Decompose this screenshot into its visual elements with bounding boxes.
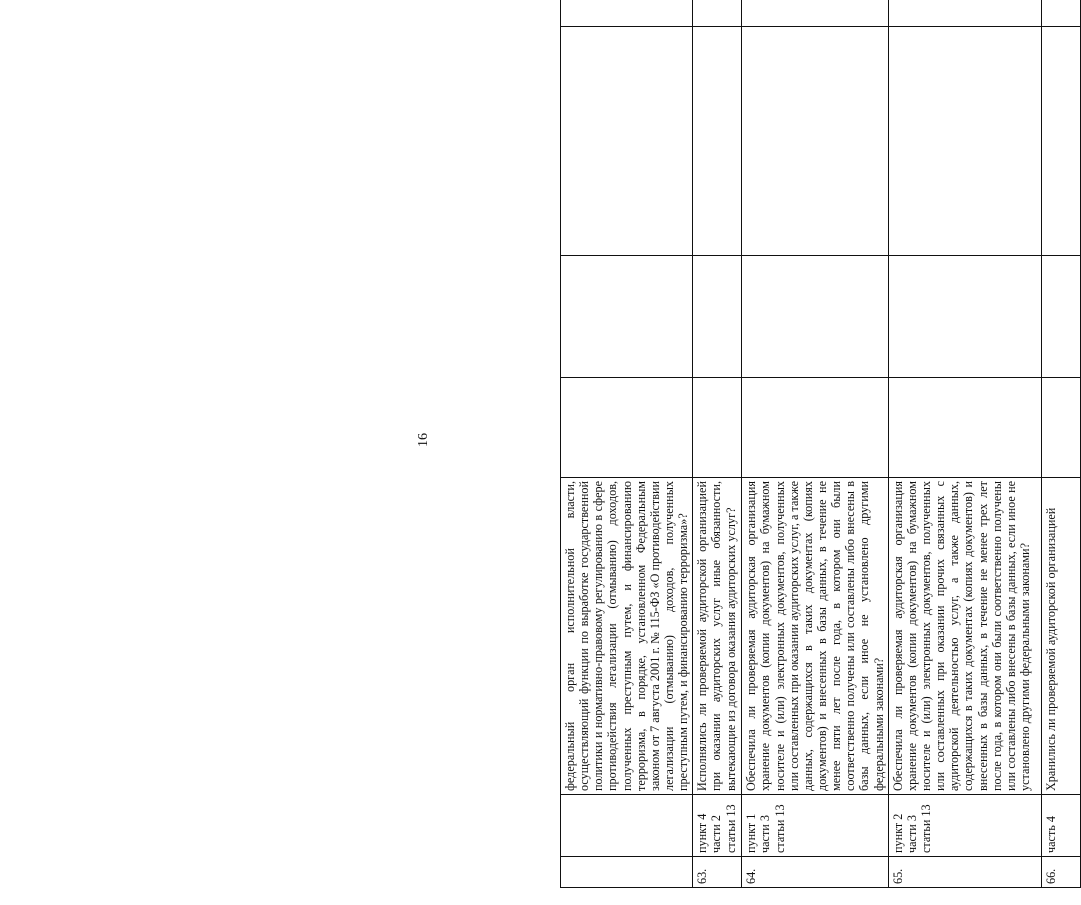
answer-no-cell: [561, 256, 693, 378]
reference-line: статьи 13: [918, 804, 933, 853]
reference-line: статьи 13: [772, 804, 787, 853]
question-text: Обеспечила ли проверяемая аудиторская организация хранение документов (копии документов) на бумажном носителе и (или) электронных документов, полученных или составленных при оказании аудиторских услуг, а также данных, содержащихся в таких документах (копиях документов) и внесенных в базы данных, в течение не менее пяти лет после года, в котором они были соответственно получены или составлены либо внесены в базы данных, если иное не установлено другими федеральными законами?: [742, 478, 888, 795]
reference-line: пункт 4: [695, 813, 710, 853]
row-number: 66.: [1041, 857, 1080, 888]
answer-no-cell: [1041, 256, 1080, 378]
row-number: 64.: [742, 857, 888, 888]
legal-reference: [693, 795, 742, 857]
reference-line: пункт 1: [744, 813, 759, 853]
answer-no-cell: [693, 256, 742, 378]
page-number: 16: [416, 433, 431, 447]
reference-line: статьи 13: [723, 804, 738, 853]
legal-reference: [1041, 795, 1080, 857]
table-row: [888, 0, 1041, 888]
rotated-table-wrapper: [560, 38, 1058, 888]
reference-line: части 3: [904, 815, 919, 853]
answer-yes-cell: [1041, 378, 1080, 478]
answer-na-cell: [1041, 27, 1080, 256]
reference-line: часть 4: [1043, 816, 1058, 853]
legal-reference: [888, 795, 1041, 857]
question-text: Обеспечила ли проверяемая аудиторская организация хранение документов (копии документов) на бумажном носителе и (или) электронных документов, полученных или составленных при оказании прочих связанных с аудиторской деятельностью услуг, а также данных, содержащихся в таких документах (копиях документов) и внесенных в базы данных, в течение не менее трех лет после года, в котором они были соответственно получены или составлены либо внесены в базы данных, если иное не установлено другими федеральными законами?: [888, 478, 1041, 795]
answer-na-cell: [742, 27, 888, 256]
question-text: федеральный орган исполнительной власти, осуществляющий функции по выработке государственной политики и нормативно-правовому регулированию в сфере противодействия легализации (отмыванию) доходов, полученных преступным путем, и финансированию терроризма, в порядке, установленном Федеральным законом от 7 августа 2001 г. № 115-ФЗ «О противодействии легализации (отмыванию) доходов, полученных преступным путем, и финансированию терроризма»?: [561, 478, 693, 795]
table-row: [561, 0, 693, 888]
legal-reference: [561, 795, 693, 857]
reference-line: части 2: [709, 815, 724, 853]
answer-yes-cell: [561, 378, 693, 478]
note-cell: [742, 0, 888, 27]
legal-reference: [742, 795, 888, 857]
row-number: [561, 857, 693, 888]
note-cell: [693, 0, 742, 27]
reference-line: части 3: [758, 815, 773, 853]
answer-no-cell: [742, 256, 888, 378]
table-row: [742, 0, 888, 888]
answer-na-cell: [693, 27, 742, 256]
note-cell: [1041, 0, 1080, 27]
row-number: 63.: [693, 857, 742, 888]
answer-no-cell: [888, 256, 1041, 378]
answer-na-cell: [888, 27, 1041, 256]
note-cell: [888, 0, 1041, 27]
answer-na-cell: [561, 27, 693, 256]
table-row: [693, 0, 742, 888]
checklist-table: [560, 0, 1081, 888]
question-text: Исполнялись ли проверяемой аудиторской организацией при оказании аудиторских услуг иные обязанности, вытекающие из договора оказания аудиторских услуг?: [693, 478, 742, 795]
reference-line: пункт 2: [890, 813, 905, 853]
answer-yes-cell: [693, 378, 742, 478]
question-text: Хранились ли проверяемой аудиторской организацией: [1041, 478, 1080, 795]
row-number: 65.: [888, 857, 1041, 888]
table-row: [1041, 0, 1080, 888]
answer-yes-cell: [888, 378, 1041, 478]
answer-yes-cell: [742, 378, 888, 478]
note-cell: [561, 0, 693, 27]
